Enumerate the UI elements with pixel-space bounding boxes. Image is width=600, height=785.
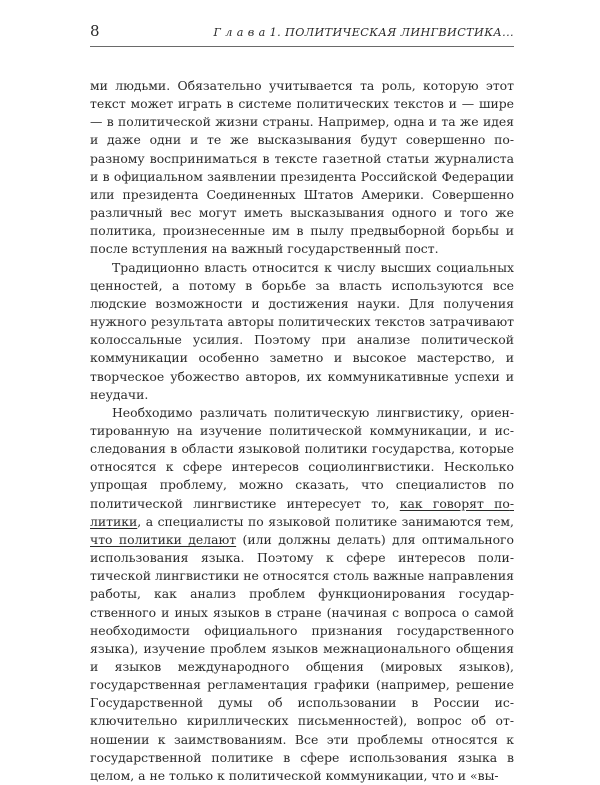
underlined-phrase-how-politicians-speak: как говорят политики [90,495,514,529]
paragraph-3-part-3: (или должны делать) для оптимального использования языка. Поэтому к сфере интересов политической лингвистики не относятся столь важные направления работы, как анализ проблем функционирования государственного и иных языков в стране (начиная с вопроса о самой необходимости официального признания государственного языка), изучение проблем языков межнационального общения и языков международного общения (мировых языков), государственная регламентация графики (например, решение Государственной думы об использовании в России исключительно кириллических письменностей), вопрос об отношении к заимствованиям. Все эти проблемы относятся к государственной политике в сфере использования языка в целом, а не только к политической коммуникации, что и «вы- [90,531,514,783]
chapter-title: Г л а в а 1. ПОЛИТИЧЕСКАЯ ЛИНГВИСТИКА... [213,26,514,39]
paragraph-3-part-1: Необходимо различать политическую лингвистику, ориентированную на изучение политической коммуникации, и исследования в области языковой политики государства, которые относятся к сфере интересов социолингвистики. Несколько упрощая проблему, можно сказать, что специалистов по политической лингвистике интересует то, [90,404,514,511]
paragraph-1: ми людьми. Обязательно учитывается та роль, которую этот текст может играть в системе политических текстов и — шире — в политической жизни страны. Например, одна и та же идея и даже одни и те же высказывания будут совершенно по-разному восприниматься в тексте газетной статьи журналиста и в официальном заявлении президента Российской Федерации или президента Соединенных Штатов Америки. Совершенно различный вес могут иметь высказывания одного и того же политика, произнесенные им в пылу предвыборной борьбы и после вступления на важный государственный пост. [90,78,514,257]
running-head [90,22,514,47]
body-text [90,77,514,785]
book-page [90,22,514,785]
paragraph-3 [90,404,514,785]
page-number: 8 [90,22,100,40]
paragraph-2: Традиционно власть относится к числу высших социальных ценностей, а потому в борьбе за власть используются все людские возможности и достижения науки. Для получения нужного результата авторы политических текстов затрачивают колоссальные усилия. Поэтому при анализе политической коммуникации особенно заметно и высокое мастерство, и творческое убожество авторов, их коммуникативные успехи и неудачи. [90,259,514,402]
paragraph-3-part-2: , а специалисты по языковой политике занимаются тем, [137,513,514,529]
underlined-phrase-what-politicians-do: что политики делают [90,531,237,547]
